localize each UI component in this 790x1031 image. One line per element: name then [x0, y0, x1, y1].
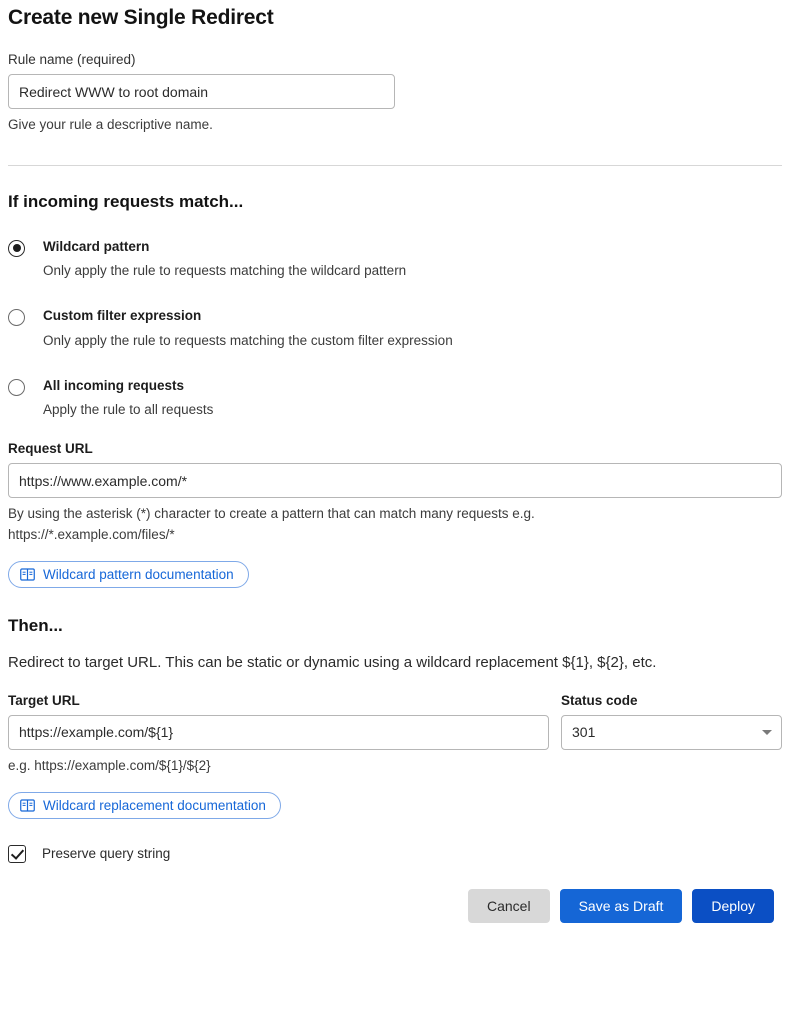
wildcard-pattern-documentation-label: Wildcard pattern documentation [43, 566, 234, 582]
checkbox-icon[interactable] [8, 845, 26, 863]
radio-description-wildcard-pattern: Only apply the rule to requests matching the wildcard pattern [43, 263, 407, 279]
book-icon [20, 568, 35, 581]
request-url-helper-line2: https://*.example.com/files/* [8, 527, 175, 543]
deploy-button[interactable]: Deploy [692, 889, 774, 923]
form-actions [8, 889, 782, 923]
request-url-label: Request URL [8, 441, 93, 457]
radio-button-icon[interactable] [8, 240, 25, 257]
radio-option-wildcard-pattern[interactable] [8, 238, 782, 280]
match-section-heading: If incoming requests match... [8, 191, 244, 211]
status-code-label: Status code [561, 692, 638, 708]
preserve-query-string-label: Preserve query string [42, 846, 171, 862]
radio-button-icon[interactable] [8, 379, 25, 396]
radio-option-all-incoming-requests[interactable] [8, 377, 782, 419]
wildcard-pattern-documentation-link[interactable] [8, 561, 249, 588]
target-url-input[interactable] [8, 715, 549, 750]
rule-name-helper: Give your rule a descriptive name. [8, 117, 213, 132]
radio-label-all-incoming-requests: All incoming requests [43, 377, 185, 393]
preserve-query-string-row[interactable] [8, 845, 782, 863]
then-section-heading: Then... [8, 615, 63, 635]
then-section-description: Redirect to target URL. This can be static or dynamic using a wildcard replacement ${1}, ${2}, etc. [8, 653, 657, 671]
rule-name-label: Rule name (required) [8, 52, 136, 67]
wildcard-replacement-documentation-label: Wildcard replacement documentation [43, 797, 266, 813]
page-title: Create new Single Redirect [8, 6, 274, 29]
wildcard-replacement-documentation-link[interactable] [8, 792, 281, 819]
radio-description-custom-filter-expression: Only apply the rule to requests matching the custom filter expression [43, 332, 453, 348]
radio-label-custom-filter-expression: Custom filter expression [43, 308, 202, 324]
radio-label-wildcard-pattern: Wildcard pattern [43, 238, 150, 254]
target-url-label: Target URL [8, 692, 80, 708]
target-and-status-row [8, 671, 782, 776]
book-icon [20, 799, 35, 812]
cancel-button[interactable]: Cancel [468, 889, 550, 923]
section-divider [8, 165, 782, 166]
request-url-helper-line1: By using the asterisk (*) character to create a pattern that can match many requests e.g. [8, 506, 535, 522]
radio-button-icon[interactable] [8, 309, 25, 326]
target-url-helper: e.g. https://example.com/${1}/${2} [8, 757, 211, 773]
status-code-select-wrapper[interactable] [561, 715, 782, 750]
radio-option-custom-filter-expression[interactable] [8, 307, 782, 349]
save-as-draft-button[interactable]: Save as Draft [560, 889, 683, 923]
rule-name-input[interactable] [8, 74, 395, 109]
status-code-select[interactable] [561, 715, 782, 750]
request-url-input[interactable] [8, 463, 782, 498]
radio-description-all-incoming-requests: Apply the rule to all requests [43, 401, 214, 417]
match-radio-group [8, 238, 782, 419]
